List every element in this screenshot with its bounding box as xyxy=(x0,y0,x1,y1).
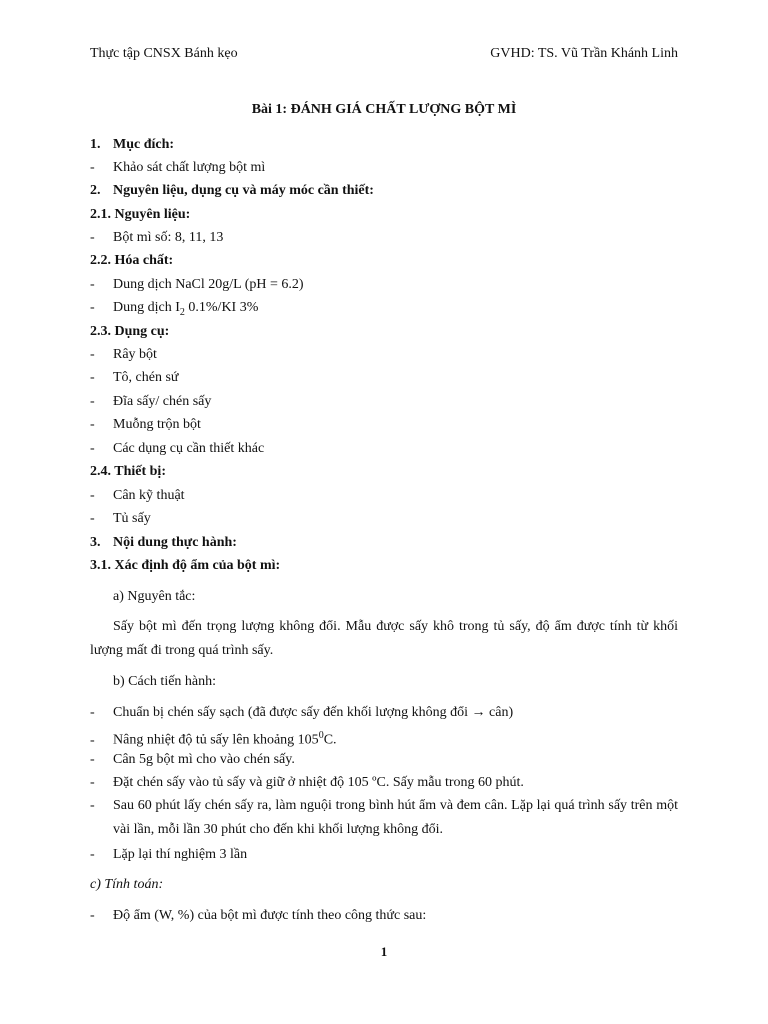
list-item: - Rây bột xyxy=(90,347,157,362)
header-instructor: GVHD: TS. Vũ Trần Khánh Linh xyxy=(490,46,678,61)
subsection-b-label: b) Cách tiến hành: xyxy=(113,674,217,689)
list-item: - Cân 5g bột mì cho vào chén sấy. xyxy=(90,752,295,767)
page-header xyxy=(90,46,678,66)
section-1-heading: 1. Mục đích: xyxy=(90,137,175,152)
list-item: - Sau 60 phút lấy chén sấy ra, làm nguội trong bình hút ẩm và đem cân. Lặp lại quá trình sấy trên một vài lần, mỗi lần 30 phút cho đến khi khối lượng không đổi. xyxy=(90,798,678,837)
list-item: - Khảo sát chất lượng bột mì xyxy=(90,160,266,175)
section-2-4-heading: 2.4. Thiết bị: xyxy=(90,464,166,479)
list-item: - Bột mì số: 8, 11, 13 xyxy=(90,230,224,245)
list-item: - Lặp lại thí nghiệm 3 lần xyxy=(90,847,248,862)
list-item: - Đĩa sấy/ chén sấy xyxy=(90,394,212,409)
principle-paragraph: Sấy bột mì đến trọng lượng không đổi. Mẫu được sấy khô trong tủ sấy, độ ẩm được tính từ khối lượng mất đi trong quá trình sấy. xyxy=(90,619,678,658)
list-item: - Nâng nhiệt độ tủ sấy lên khoảng $105^0C$. xyxy=(90,730,337,748)
list-item: - Tô, chén sứ xyxy=(90,370,179,385)
list-item: - Dung dịch $I_2$ 0.1%/KI 3% xyxy=(90,300,259,318)
list-item: - Muỗng trộn bột xyxy=(90,417,201,432)
subsection-c-label: c) Tính toán: xyxy=(90,877,164,892)
document-title: Bài 1: ĐÁNH GIÁ CHẤT LƯỢNG BỘT MÌ xyxy=(251,102,517,117)
header-course: Thực tập CNSX Bánh kẹo xyxy=(90,46,238,61)
list-item: - Cân kỹ thuật xyxy=(90,488,185,503)
section-2-3-heading: 2.3. Dụng cụ: xyxy=(90,324,170,339)
list-item: - Dung dịch NaCl 20g/L (pH = 6.2) xyxy=(90,277,304,292)
section-2-heading: 2. Nguyên liệu, dụng cụ và máy móc cần thiết: xyxy=(90,183,374,198)
list-item: - Đặt chén sấy vào tủ sấy và giữ ở nhiệt độ 105 ºC. Sấy mẫu trong 60 phút. xyxy=(90,775,524,790)
subsection-a-label: a) Nguyên tắc: xyxy=(113,589,196,604)
section-2-1-heading: 2.1. Nguyên liệu: xyxy=(90,207,191,222)
list-item: - Các dụng cụ cần thiết khác xyxy=(90,441,265,456)
section-3-1-heading: 3.1. Xác định độ ẩm của bột mì: xyxy=(90,558,281,573)
page-number: 1 xyxy=(380,944,388,959)
section-3-heading: 3. Nội dung thực hành: xyxy=(90,535,237,550)
list-item: - Chuẩn bị chén sấy sạch (đã được sấy đến khối lượng không đổi → cân) xyxy=(90,705,514,720)
list-item: - Độ ẩm (W, %) của bột mì được tính theo công thức sau: xyxy=(90,908,427,923)
list-item: - Tủ sấy xyxy=(90,511,151,526)
section-2-2-heading: 2.2. Hóa chất: xyxy=(90,253,174,268)
